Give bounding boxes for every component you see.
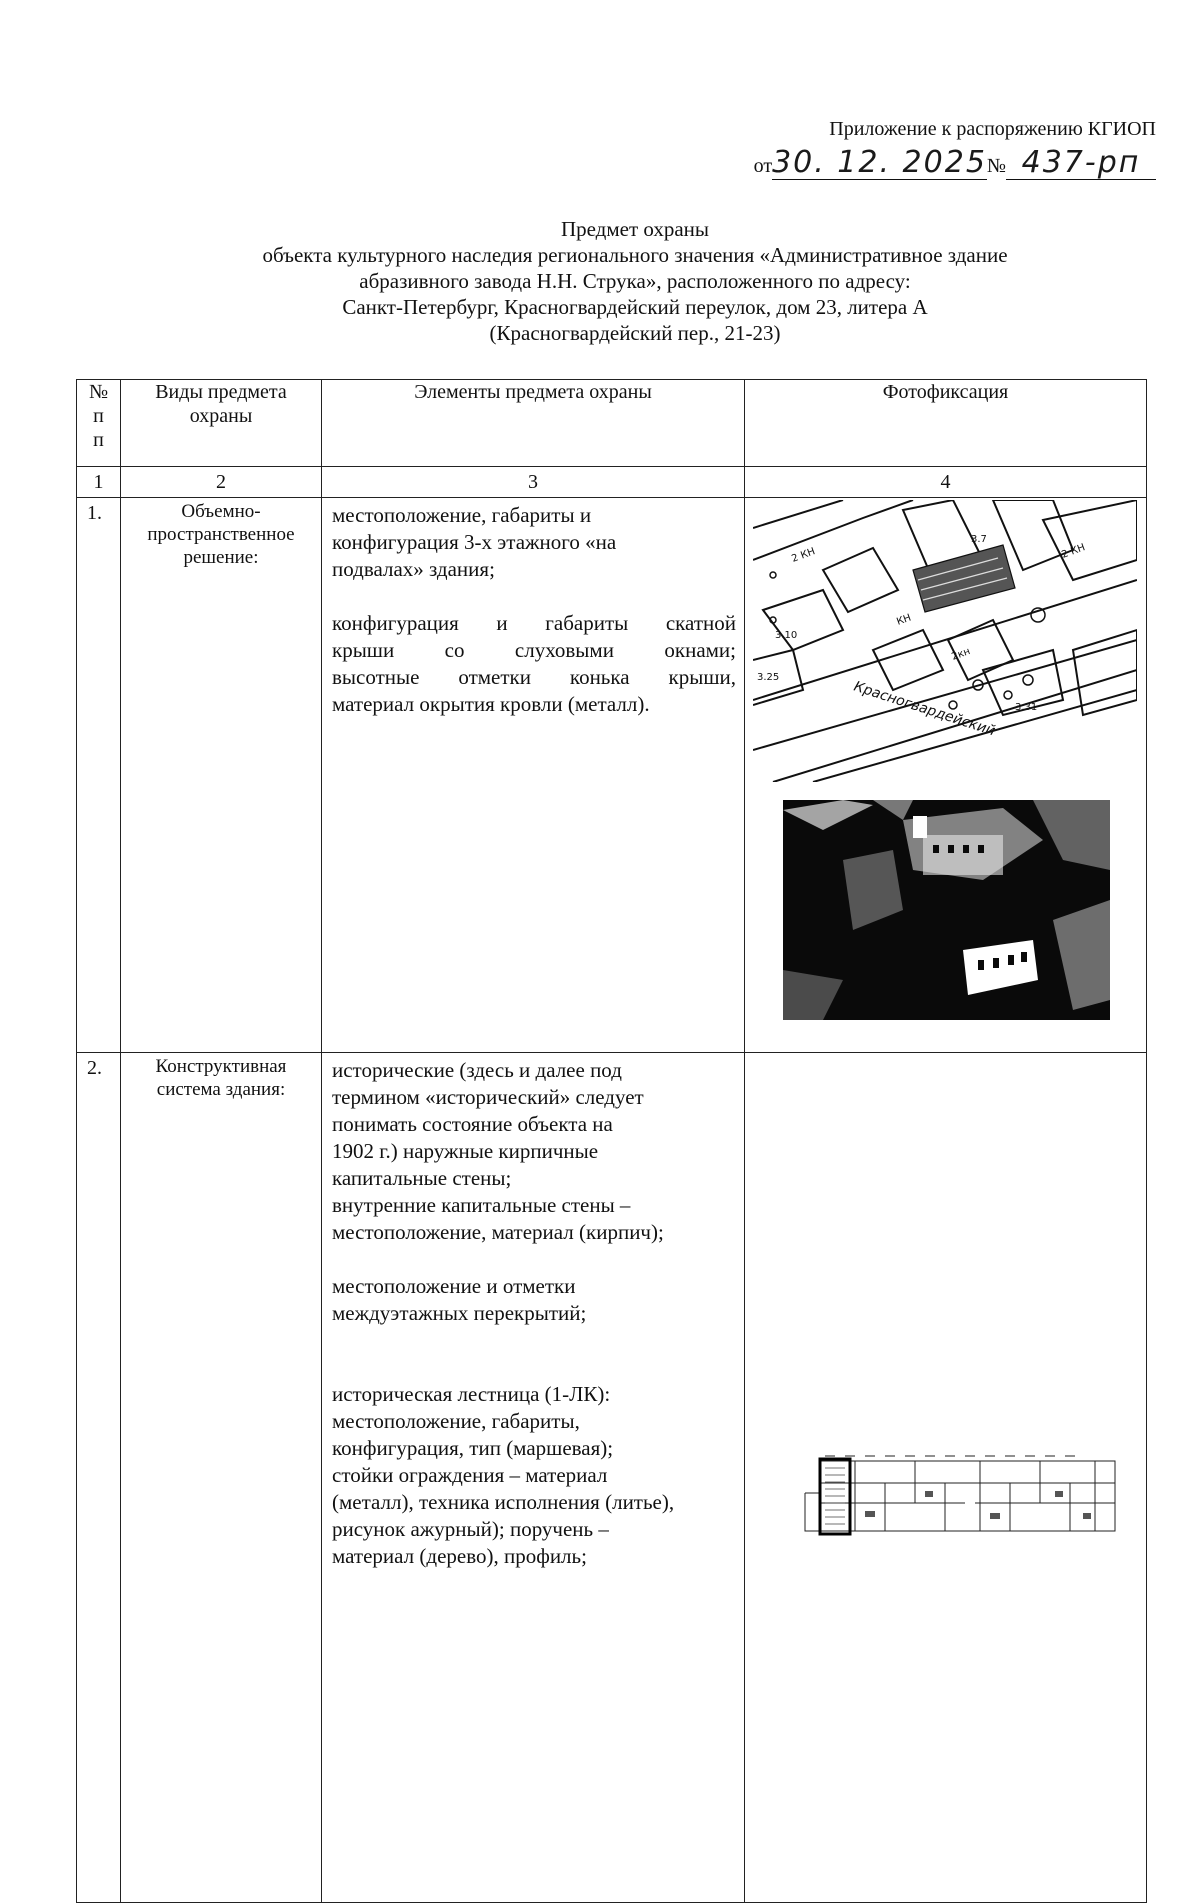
situation-map-image	[753, 500, 1137, 782]
row-kind	[121, 1053, 322, 1903]
row-photo	[745, 1053, 1147, 1903]
title-line-2: объекта культурного наследия регионального значения «Административное здание	[262, 243, 1008, 267]
header-photo: Фотофиксация	[745, 380, 1147, 467]
elements-line: высотные отметки конька крыши,	[332, 665, 736, 689]
row-kind-line: решение:	[183, 547, 259, 568]
column-number: 4	[745, 467, 1147, 498]
row-elements	[322, 1053, 745, 1903]
header-kind-line-2: охраны	[189, 405, 253, 427]
elements-line: конфигурация и габариты скатной	[332, 611, 736, 635]
aerial-photo-image	[783, 800, 1110, 1020]
row-kind	[121, 498, 322, 1053]
order-date: 30. 12. 2025	[772, 145, 987, 180]
from-prefix: от	[753, 155, 773, 177]
map-label: 3.31	[1015, 702, 1038, 713]
row-kind-line: Конструктивная	[155, 1056, 287, 1077]
elements-line: капитальные стены;	[332, 1166, 512, 1190]
elements-line: подвалах» здания;	[332, 557, 495, 581]
title-line-5: (Красногвардейский пер., 21-23)	[489, 321, 781, 345]
row-kind-line: пространственное	[147, 524, 295, 545]
table-row	[77, 1053, 1147, 1903]
map-street-label: Красногвардейский	[851, 678, 998, 740]
table-header-row	[77, 380, 1147, 467]
protection-table	[76, 379, 1147, 1903]
header-number	[77, 380, 121, 467]
elements-line: междуэтажных перекрытий;	[332, 1301, 587, 1325]
column-number: 1	[77, 467, 121, 498]
row-elements	[322, 498, 745, 1053]
elements-line: (металл), техника исполнения (литье),	[332, 1490, 675, 1514]
map-label: 3.10	[775, 630, 798, 641]
elements-line: 1902 г.) наружные кирпичные	[332, 1139, 599, 1163]
map-label: 2 КН	[790, 546, 817, 565]
header-kind-line-1: Виды предмета	[155, 381, 287, 403]
elements-line: внутренние капитальные стены –	[332, 1193, 631, 1217]
elements-line: местоположение, габариты,	[332, 1409, 580, 1433]
elements-line: исторические (здесь и далее под	[332, 1058, 622, 1082]
elements-line: конфигурация, тип (маршевая);	[332, 1436, 614, 1460]
document-title	[0, 216, 1200, 346]
map-label: 2кн	[950, 646, 972, 663]
map-label: 2 КН	[1060, 542, 1087, 561]
map-label: КН	[895, 612, 913, 628]
elements-line: местоположение, габариты и	[332, 503, 592, 527]
elements-line: рисунок ажурный); поручень –	[332, 1517, 609, 1541]
elements-line: стойки ограждения – материал	[332, 1463, 608, 1487]
title-line-3: абразивного завода Н.Н. Струка», расположенного по адресу:	[359, 269, 911, 293]
row-kind-line: Объемно-	[181, 501, 261, 522]
table-row	[77, 498, 1147, 1053]
header-number-p2: п	[93, 429, 104, 451]
header-number-p1: п	[93, 405, 104, 427]
appendix-header	[754, 114, 1156, 181]
order-number: 437-рп	[1006, 146, 1156, 180]
elements-line: понимать состояние объекта на	[332, 1112, 613, 1136]
header-number-symbol: №	[88, 381, 109, 403]
elements-line: крыши со слуховыми окнами;	[332, 638, 736, 662]
elements-line: местоположение, материал (кирпич);	[332, 1220, 664, 1244]
elements-line: термином «исторический» следует	[332, 1085, 644, 1109]
number-prefix: №	[986, 155, 1006, 177]
map-label: 3.25	[757, 672, 780, 683]
row-kind-line: система здания:	[156, 1079, 286, 1100]
elements-line: материал окрытия кровли (металл).	[332, 692, 650, 716]
column-number: 2	[121, 467, 322, 498]
column-number: 3	[322, 467, 745, 498]
row-number: 2.	[77, 1053, 121, 1903]
floor-plan-image	[765, 1453, 1125, 1539]
elements-line: историческая лестница (1-ЛК):	[332, 1382, 611, 1406]
header-elements: Элементы предмета охраны	[322, 380, 745, 467]
elements-line: материал (дерево), профиль;	[332, 1544, 587, 1568]
row-photo	[745, 498, 1147, 1053]
elements-line: конфигурация 3-х этажного «на	[332, 530, 617, 554]
title-line-4: Санкт-Петербург, Красногвардейский переулок, дом 23, литера А	[342, 295, 928, 319]
header-kind	[121, 380, 322, 467]
elements-line: местоположение и отметки	[332, 1274, 576, 1298]
column-number-row	[77, 467, 1147, 498]
row-number: 1.	[77, 498, 121, 1053]
map-label: 3.7	[971, 534, 987, 545]
appendix-title: Приложение к распоряжению КГИОП	[829, 118, 1156, 140]
appendix-date-line	[754, 146, 1156, 181]
title-line-1: Предмет охраны	[560, 217, 710, 241]
